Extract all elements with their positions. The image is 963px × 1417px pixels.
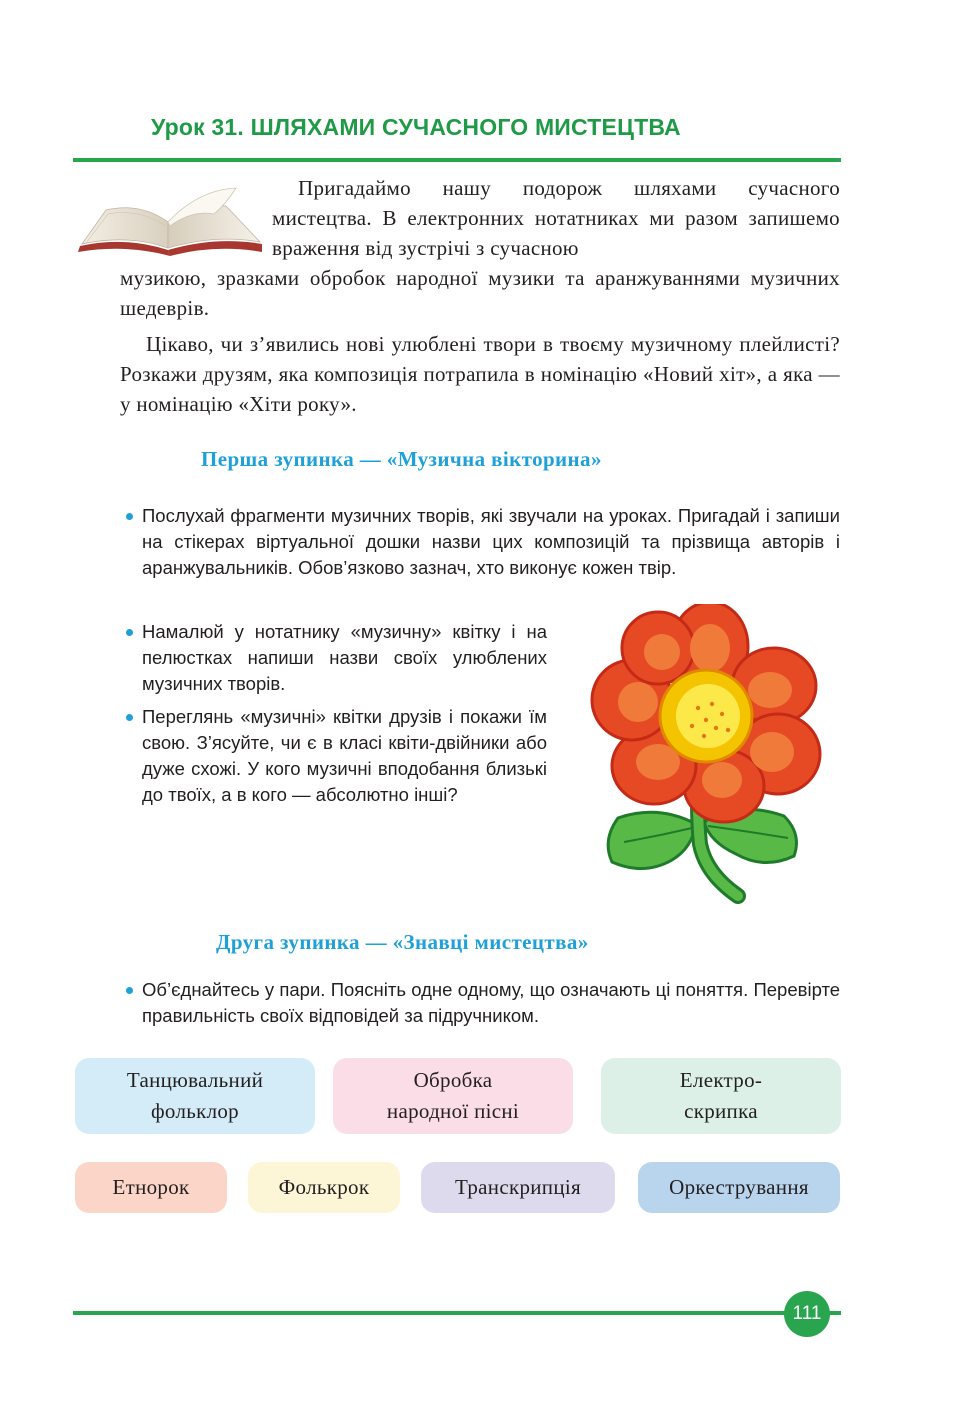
term-label: Транскрипція <box>455 1175 581 1199</box>
intro-paragraph-2: Цікаво, чи з’явились нові улюблені твори в твоєму музичному плейлисті? Розкажи друзям, яка композиція потрапила в номінацію «Новий хіт», а яка — у номінацію «Хіти року». <box>120 332 840 416</box>
term-label: Фолькрок <box>278 1175 370 1199</box>
bullet-text: Послухай фрагменти музичних творів, які звучали на уроках. Пригадай і запиши на стікерах віртуальної дошки назви цих композицій та прізвища авторів і аранжувальників. Обов’язково зазнач, хто виконує кожен твір. <box>142 505 840 578</box>
bullet-item <box>120 503 840 581</box>
term-card <box>601 1058 841 1134</box>
term-line: Танцювальний <box>126 1068 264 1092</box>
bullet-dot <box>126 629 133 636</box>
bullet-item <box>120 619 547 697</box>
flower-icon <box>588 604 832 904</box>
term-card <box>638 1162 840 1213</box>
bullet-item <box>120 704 547 808</box>
term-line: Електро- <box>679 1068 763 1092</box>
page-number: 111 <box>784 1291 830 1337</box>
stop-1-heading: Перша зупинка — «Музична вікторина» <box>201 447 602 471</box>
lesson-title: Урок 31. ШЛЯХАМИ СУЧАСНОГО МИСТЕЦТВА <box>151 114 681 140</box>
footer-divider <box>73 1311 841 1315</box>
term-card <box>333 1058 573 1134</box>
bullet-dot <box>126 714 133 721</box>
bullet-dot <box>126 987 133 994</box>
term-line: народної пісні <box>386 1099 520 1123</box>
bullet-text: Об’єднайтесь у пари. Поясніть одне одному, що означають ці поняття. Перевірте правильність своїх відповідей за підручником. <box>142 979 840 1026</box>
stop-2-heading: Друга зупинка — «Знавці мистецтва» <box>216 930 589 954</box>
term-line: фольклор <box>151 1099 239 1123</box>
intro-text-continued: музикою, зразками обробок народної музики та аранжуваннями музичних шедеврів. <box>120 266 840 320</box>
bullet-dot <box>126 513 133 520</box>
term-card <box>421 1162 615 1213</box>
bullet-text: Намалюй у нотатнику «музичну» квітку і на пелюстках напиши назви своїх улюблених музичних творів. <box>142 621 547 694</box>
open-book-icon <box>76 186 264 258</box>
term-card <box>75 1162 227 1213</box>
bullet-item <box>120 977 840 1029</box>
title-divider <box>73 158 841 162</box>
term-line: Обробка <box>413 1068 493 1092</box>
term-label: Етнорок <box>112 1175 190 1199</box>
term-label: Оркестрування <box>669 1175 809 1199</box>
intro-text-beside-book: Пригадаймо нашу подорож шляхами сучасного мистецтва. В електронних нотатниках ми разом запишемо враження від зустрічі з сучасною <box>272 176 840 260</box>
term-card <box>75 1058 315 1134</box>
term-line: скрипка <box>684 1099 758 1123</box>
term-card <box>248 1162 400 1213</box>
bullet-text: Переглянь «музичні» квітки друзів і покажи їм свою. З’ясуйте, чи є в класі квіти-двійники або дуже схожі. У кого музичні вподобання близькі до твоїх, а в кого — абсолютно інші? <box>142 706 547 805</box>
